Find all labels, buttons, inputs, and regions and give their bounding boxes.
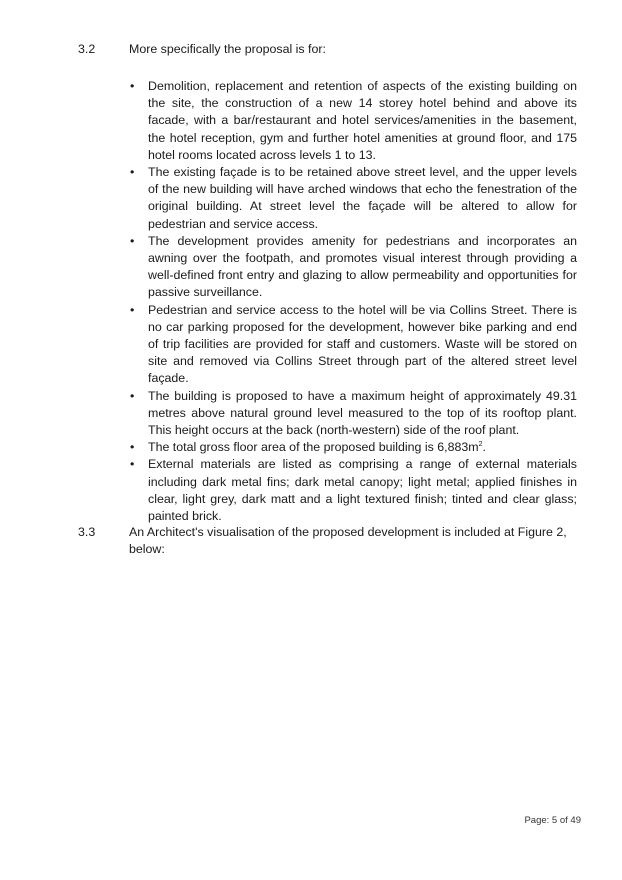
- bullet-text: The existing façade is to be retained above street level, and the upper levels of the new building will have arched windows that echo the fenestration of the original building. At street level the façade will be altered to allow for pedestrian and service access.: [148, 165, 577, 231]
- bullet-icon: •: [130, 233, 135, 248]
- bullet-icon: •: [130, 388, 135, 403]
- bullet-text: The building is proposed to have a maximum height of approximately 49.31 metres above natural ground level measured to the top of its rooftop plant. This height occurs at the back (north-western) side of the roof plant.: [148, 388, 577, 438]
- bullet-text: External materials are listed as comprising a range of external materials including dark metal fins; dark metal canopy; light metal; applied finishes in clear, light grey, dark matt and a light textured finish; tinted and clear glass; painted brick.: [148, 457, 577, 524]
- bullet-text-gfa: [148, 439, 577, 456]
- gfa-superscript: 2: [478, 441, 483, 449]
- section-text: An Architect's visualisation of the proposed development is included at Figure 2, below:: [129, 525, 567, 557]
- list-item: [0, 456, 622, 525]
- bullet-icon: •: [130, 440, 135, 455]
- list-item: [0, 439, 622, 456]
- gfa-suffix: .: [482, 440, 486, 455]
- list-item: [0, 388, 622, 440]
- bullet-icon: •: [130, 302, 135, 317]
- bullet-text: Pedestrian and service access to the hotel will be via Collins Street. There is no car parking proposed for the development, however bike parking and end of trip facilities are provided for staff and customers. Waste will be stored on site and removed via Collins Street through part of the altered street level façade.: [148, 302, 577, 386]
- bullet-text: The development provides amenity for pedestrians and incorporates an awning over the footpath, and promotes visual interest through providing a well-defined front entry and glazing to allow permeability and opportunities for passive surveillance.: [148, 233, 577, 300]
- bullet-text: Demolition, replacement and retention of aspects of the existing building on the site, the construction of a new 14 storey hotel behind and above its facade, with a bar/restaurant and hotel services/amenities in the basement, the hotel reception, gym and further hotel amenities at ground floor, and 175 hotel rooms located across levels 1 to 13.: [148, 79, 577, 162]
- list-item: [0, 302, 622, 388]
- page-number: Page: 5 of 49: [524, 815, 581, 826]
- section-number: 3.2: [78, 42, 96, 56]
- bullet-icon: •: [130, 457, 135, 472]
- list-item: [0, 78, 622, 164]
- gfa-text: The total gross floor area of the proposed building is 6,883m: [148, 440, 479, 455]
- bullet-icon: •: [130, 79, 135, 93]
- section-intro: More specifically the proposal is for:: [129, 42, 326, 56]
- list-item: [0, 164, 622, 233]
- bullet-icon: •: [130, 165, 135, 180]
- section-number: 3.3: [78, 525, 96, 539]
- proposal-bullet-list: [0, 78, 622, 525]
- list-item: [0, 233, 622, 302]
